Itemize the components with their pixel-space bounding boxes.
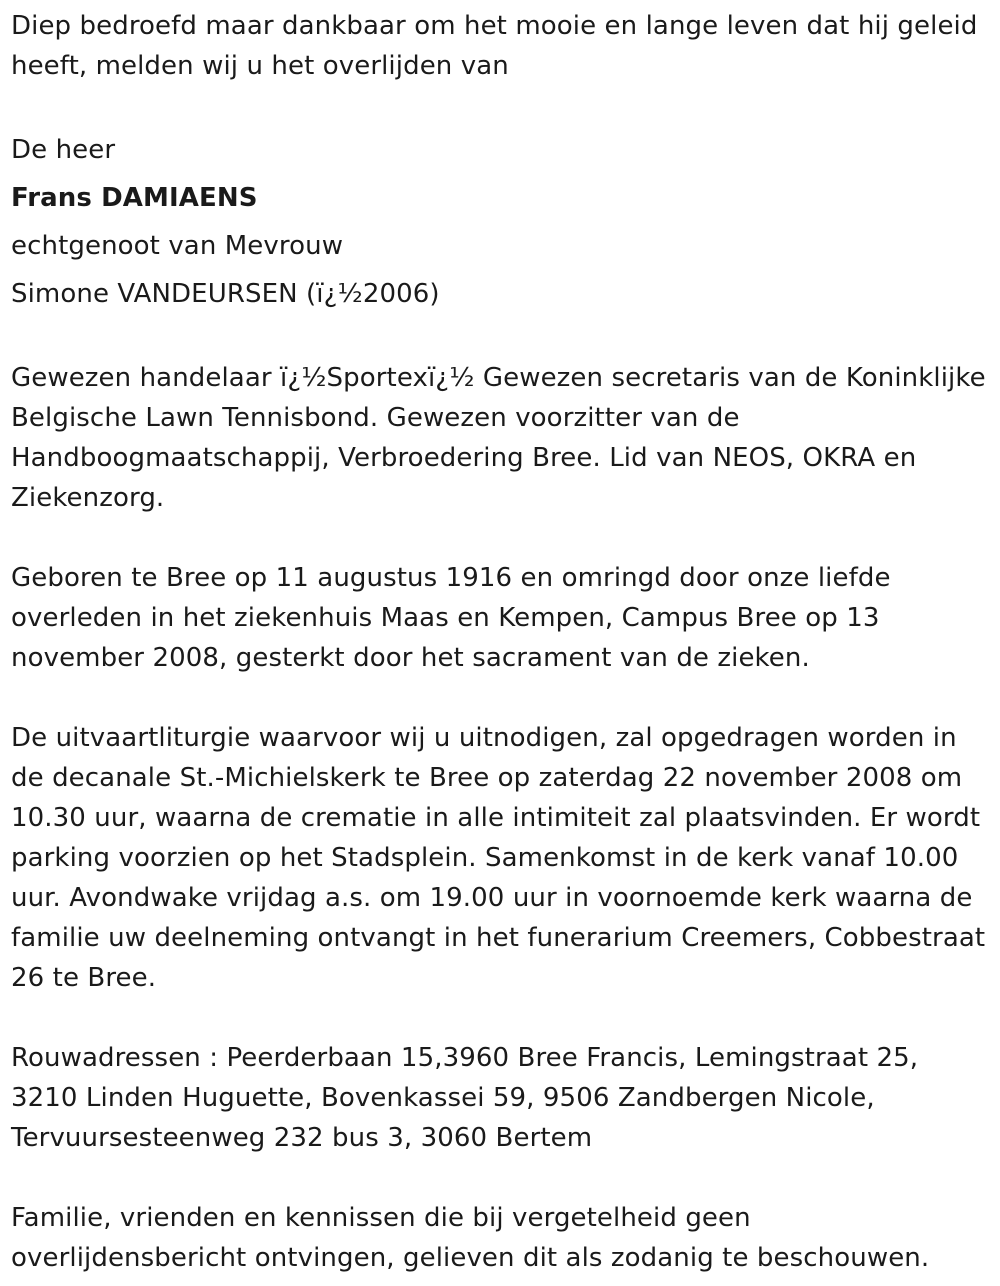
spouse-line: echtgenoot van Mevrouw — [11, 231, 344, 261]
addresses-paragraph: Rouwadressen : Peerderbaan 15,3960 Bree Francis, Lemingstraat 25, 3210 Linden Huguette, Bovenkassei 59, 9506 Zandbergen Nicole, Tervuursesteenweg 232 bus 3, 3060 Bertem — [11, 1043, 919, 1153]
deceased-name: Frans DAMIAENS — [11, 183, 258, 213]
career-paragraph: Gewezen handelaar ï¿½Sportexï¿½ Gewezen secretaris van de Koninklijke Belgische Lawn Tennisbond. Gewezen voorzitter van de Handboogmaatschappij, Verbroedering Bree. Lid van NEOS, OKRA en Ziekenzorg. — [11, 363, 986, 513]
spacer — [11, 678, 991, 718]
spouse-name: Simone VANDEURSEN (ï¿½2006) — [11, 279, 440, 309]
spacer — [11, 998, 991, 1038]
ceremony-paragraph: De uitvaartliturgie waarvoor wij u uitnodigen, zal opgedragen worden in de decanale St.-Michielskerk te Bree op zaterdag 22 november 2008 om 10.30 uur, waarna de crematie in alle intimiteit zal plaatsvinden. Er wordt parking voorzien op het Stadsplein. Samenkomst in de kerk vanaf 10.00 uur. Avondwake vrijdag a.s. om 19.00 uur in voornoemde kerk waarna de familie uw deelneming ontvangt in het funerarium Creemers, Cobbestraat 26 te Bree. — [11, 723, 986, 993]
closing-paragraph: Familie, vrienden en kennissen die bij vergetelheid geen overlijdensbericht ontvingen, gelieven dit als zodanig te beschouwen. — [11, 1203, 930, 1273]
spacer — [11, 318, 991, 358]
birth-death-paragraph: Geboren te Bree op 11 augustus 1916 en omringd door onze liefde overleden in het ziekenhuis Maas en Kempen, Campus Bree op 13 november 2008, gesterkt door het sacrament van de zieken. — [11, 563, 891, 673]
spacer — [11, 86, 991, 126]
salutation: De heer — [11, 135, 116, 165]
intro-paragraph: Diep bedroefd maar dankbaar om het mooie en lange leven dat hij geleid heeft, melden wij u het overlijden van — [11, 11, 978, 81]
spacer — [11, 1158, 991, 1198]
deceased-block — [11, 126, 991, 318]
obituary-document — [11, 6, 991, 1278]
spacer — [11, 518, 991, 558]
